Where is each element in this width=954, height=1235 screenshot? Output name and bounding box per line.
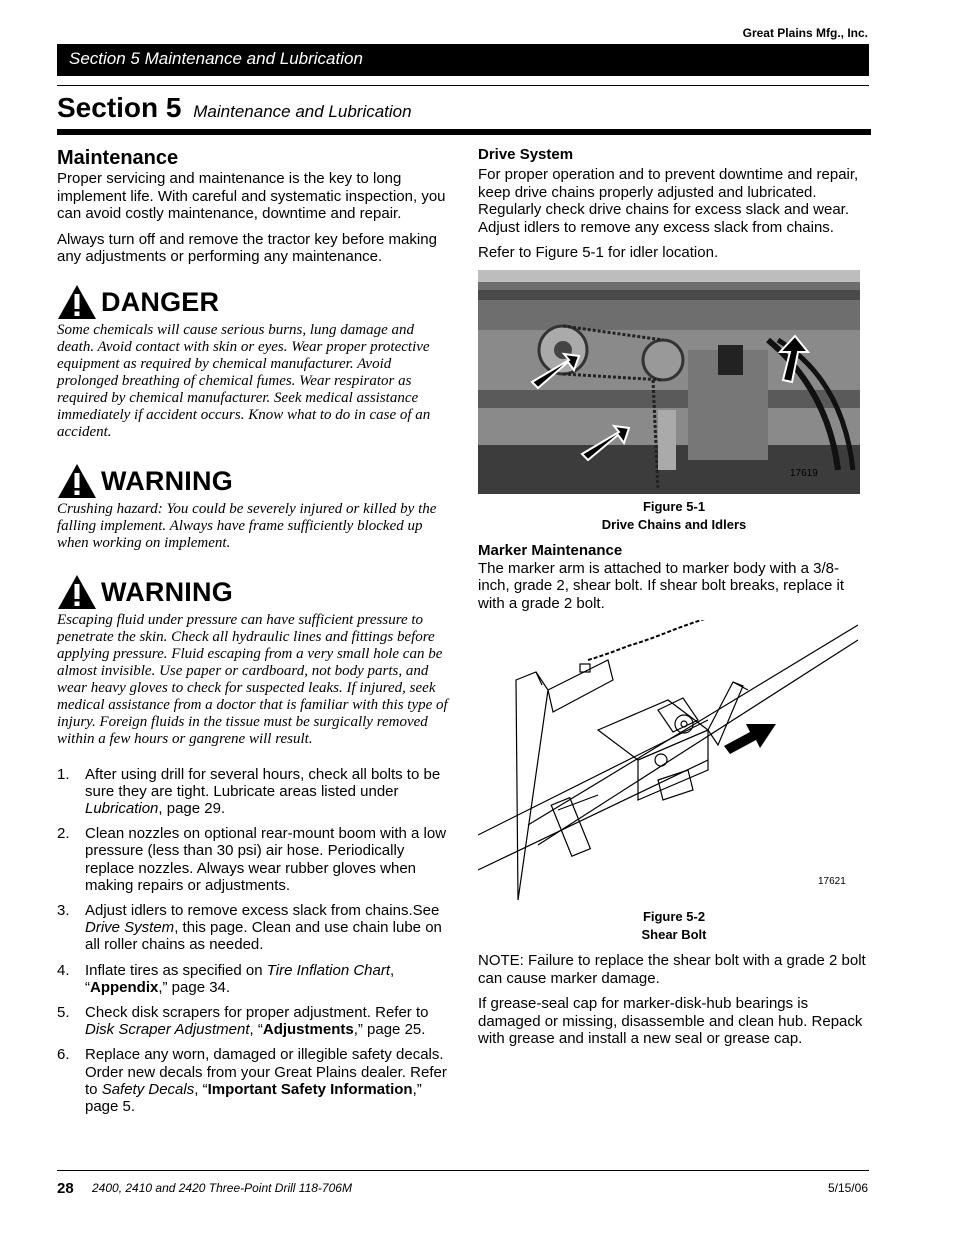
- title-rule: [57, 129, 871, 135]
- safety-info-reference: Important Safety Information: [207, 1080, 413, 1098]
- intro-paragraph: Proper servicing and maintenance is the key to long implement life. With careful and systematic inspection, you can avoid costly maintenance, downtime and repair.: [57, 170, 446, 222]
- list-item: 2. Clean nozzles on optional rear-mount boom with a low pressure (less than 30 psi) air hose. Periodically replace nozzles. Always wear rubber gloves when making repairs or adjustments.: [57, 825, 447, 894]
- warning-text-fluid: Escaping fluid under pressure can have sufficient pressure to penetrate the skin. Check all hydraulic lines and fittings before applying pressure. Fluid escaping from a very small hole can be almost invisible. Use paper or cardboard, not body parts, and wear heavy gloves to check for suspected leaks. If injured, seek medical assistance from a doctor that is familiar with this type of injury. Foreign fluids in the tissue must be surgically removed within a few hours or gangrene will result.: [57, 611, 448, 747]
- drive-figure-reference: Refer to Figure 5-1 for idler location.: [478, 244, 719, 261]
- warning-label: WARNING: [101, 576, 233, 607]
- figure-number: 17621: [818, 876, 846, 887]
- shear-bolt-drawing: [478, 620, 870, 902]
- page-title: [57, 92, 412, 124]
- figure-shear-bolt: [478, 620, 860, 902]
- warning-label: WARNING: [101, 465, 233, 496]
- figure-caption-title: Drive Chains and Idlers: [601, 516, 747, 532]
- grease-paragraph: If grease-seal cap for marker-disk-hub bearings is damaged or missing, disassemble and clean hub. Repack with grease and install a new seal or grease cap.: [478, 995, 863, 1047]
- list-item: 4. Inflate tires as specified on Tire Inflation Chart, “Appendix,” page 34.: [57, 961, 395, 996]
- maintenance-steps: [57, 766, 452, 1116]
- divider: [57, 85, 869, 86]
- danger-label: DANGER: [101, 286, 220, 317]
- figure-caption-title: Shear Bolt: [641, 927, 707, 942]
- section-banner: Section 5 Maintenance and Lubrication: [57, 44, 869, 76]
- danger-text: Some chemicals will cause serious burns, lung damage and death. Avoid contact with skin or eyes. Wear proper protective equipment as required by chemical manufacturer. Avoid prolonged breathing of chemical fumes. Wear respirator as required by chemical manufacturer. Seek medical assistance immediately if accident occurs. Know what to do in case of an accident.: [57, 321, 431, 440]
- danger-alert: [57, 282, 452, 441]
- warning-triangle-icon: [57, 284, 97, 320]
- marker-text: The marker arm is attached to marker body with a 3/8-inch, grade 2, shear bolt. If shear bolt breaks, replace it with a grade 2 bolt.: [478, 559, 845, 612]
- footer-rule: [57, 1170, 869, 1171]
- disk-scraper-reference: Disk Scraper Adjustment: [85, 1021, 250, 1039]
- warning-alert-fluid: [57, 572, 452, 748]
- publication-date: 5/15/06: [827, 1181, 868, 1195]
- list-item: 5. Check disk scrapers for proper adjustment. Refer to Disk Scraper Adjustment, “Adjustments,” page 25.: [57, 1003, 429, 1039]
- note-paragraph: NOTE: Failure to replace the shear bolt with a grade 2 bolt can cause marker damage.: [478, 952, 866, 987]
- page-number: 28: [57, 1180, 74, 1197]
- warning-text-crushing: Crushing hazard: You could be severely injured or killed by the falling implement. Always have frame sufficiently blocked up when working on implement.: [57, 500, 437, 551]
- marker-maintenance-heading: Marker Maintenance: [478, 541, 623, 559]
- safety-decals-reference: Safety Decals: [101, 1080, 195, 1098]
- right-column: [478, 146, 870, 1048]
- drive-system-heading: Drive System: [478, 146, 574, 163]
- warning-triangle-icon: [57, 574, 97, 610]
- lubrication-reference: Lubrication: [85, 799, 159, 817]
- company-name: Great Plains Mfg., Inc.: [742, 26, 868, 40]
- tire-chart-reference: Tire Inflation Chart: [266, 961, 391, 979]
- drive-system-text: For proper operation and to prevent downtime and repair, keep drive chains properly adjusted and lubricated. Regularly check drive chains for excess slack and wear. Adjust idlers to remove any excess slack from chains.: [478, 166, 859, 236]
- section-subtitle: Maintenance and Lubrication: [193, 102, 412, 121]
- list-item: 1. After using drill for several hours, check all bolts to be sure they are tight. Lubricate areas listed under Lubrication, page 29.: [57, 765, 441, 817]
- figure-caption-number: Figure 5-1: [642, 498, 706, 514]
- section-number: Section 5: [57, 92, 182, 123]
- warning-triangle-icon: [57, 463, 97, 499]
- list-item: 6. Replace any worn, damaged or illegible safety decals. Order new decals from your Great Plains dealer. Refer to Safety Decals, “Important Safety Information,” page 5.: [57, 1046, 447, 1115]
- manual-model: 2400, 2410 and 2420 Three-Point Drill 118-706M: [92, 1181, 352, 1195]
- drive-chains-photo: [478, 270, 860, 494]
- appendix-reference: Appendix: [90, 978, 159, 996]
- figure-number: 17619: [790, 467, 818, 479]
- figure-caption-number: Figure 5-2: [642, 909, 706, 924]
- maintenance-heading: Maintenance: [57, 147, 179, 169]
- list-item: 3. Adjust idlers to remove excess slack from chains.See Drive System, this page. Clean and use chain lube on all roller chains as needed.: [57, 901, 442, 954]
- warning-alert-crushing: [57, 461, 452, 552]
- figure-drive-chains: [478, 270, 860, 494]
- left-column: [57, 146, 452, 1123]
- adjustments-reference: Adjustments: [262, 1021, 354, 1039]
- drive-system-reference: Drive System: [85, 919, 175, 937]
- tractor-key-paragraph: Always turn off and remove the tractor key before making any adjustments or performing any maintenance.: [57, 230, 437, 265]
